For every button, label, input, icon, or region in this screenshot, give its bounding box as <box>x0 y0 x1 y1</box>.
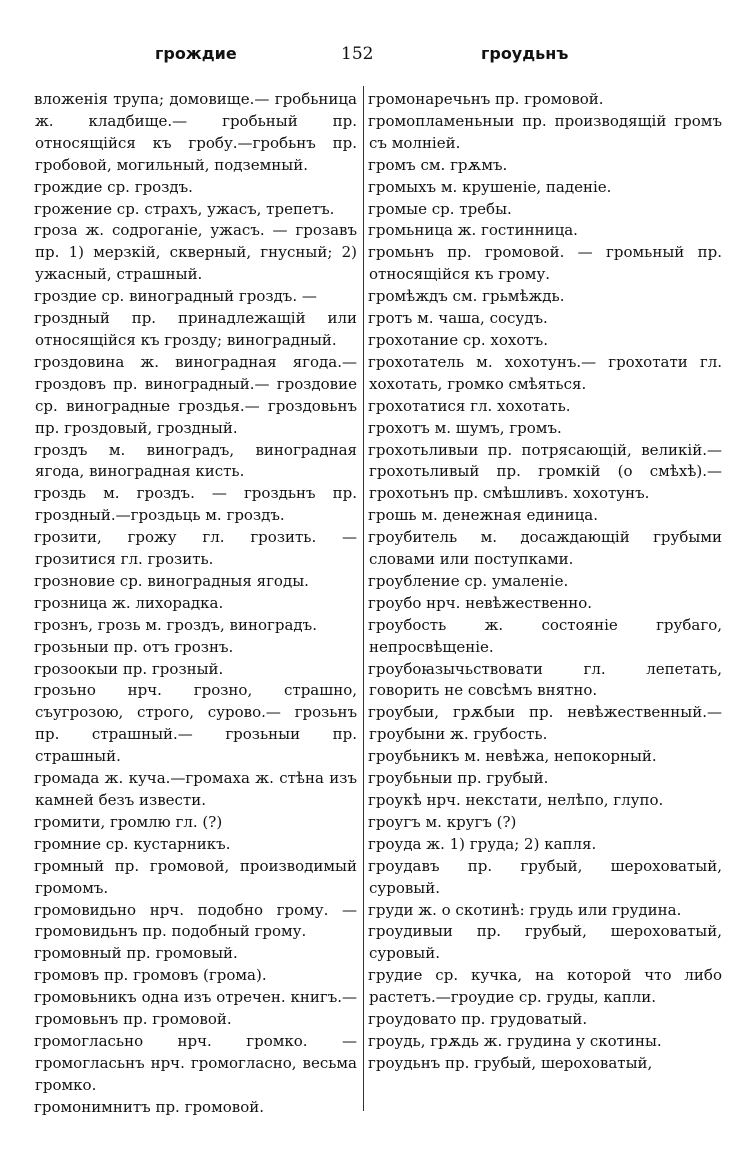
dictionary-entry: громовидьно нрч. подобно грому. — громовидьнъ пр. подобный грому. <box>34 900 357 941</box>
dictionary-entry: гроубитель м. досаждающій грубыми словами или поступками. <box>368 528 722 569</box>
right-column <box>369 89 722 1075</box>
dictionary-entry: гроудь, грѫдь ж. грудина у скотины. <box>368 1031 662 1050</box>
dictionary-entry: грохотание ср. хохотъ. <box>368 330 548 349</box>
dictionary-entry: грозьно нрч. грозно, страшно, съугрозою, строго, сурово.— грозьнъ пр. страшный.— грозьныи пр. страшный. <box>34 681 357 766</box>
dictionary-entry: громние ср. кустарникъ. <box>34 834 231 853</box>
dictionary-entry: грохотъ м. шумъ, громъ. <box>368 418 562 437</box>
dictionary-entry: грохотьливыи пр. потрясающій, великій.—грохотьливый пр. громкій (о смѣхѣ).—грохотьнъ пр. смѣшливъ. хохотунъ. <box>368 440 722 503</box>
right-running-headword: гроудьнъ <box>481 44 569 63</box>
dictionary-entry: громѣждъ см. грьмѣждь. <box>368 287 565 306</box>
dictionary-entry: грожение ср. страхъ, ужасъ, трепетъ. <box>34 199 335 218</box>
dictionary-entry: громонаречьнъ пр. громовой. <box>368 90 604 108</box>
dictionary-entry: гроза ж. содроганіе, ужасъ. — грозавъ пр. 1) мерзкій, скверный, гнусный; 2) ужасный, страшный. <box>34 221 357 284</box>
dictionary-entry: громогласьно нрч. громко. — громогласьнъ нрч. громогласно, весьма громко. <box>34 1031 357 1094</box>
dictionary-entry: громный пр. громовой, производимый громомъ. <box>34 856 357 897</box>
dictionary-entry: громыхъ м. крушеніе, паденіе. <box>368 177 612 196</box>
left-column <box>35 89 357 1119</box>
dictionary-entry: гроубьныи пр. грубый. <box>368 769 549 788</box>
dictionary-entry: гроздный пр. принадлежащій или относящійся къ грозду; виноградный. <box>34 309 357 349</box>
dictionary-entry: громьнъ пр. громовой. — громьный пр. относящійся къ грому. <box>368 243 722 284</box>
dictionary-entry: грождие ср. гроздъ. <box>34 177 193 196</box>
dictionary-entry: груди ж. о скотинѣ: грудь или грудина. <box>368 900 682 919</box>
dictionary-entry: грозити, грожу гл. грозить. — грозитися гл. грозить. <box>34 528 357 569</box>
dictionary-entry: грозновие ср. виноградныя ягоды. <box>34 571 309 590</box>
dictionary-entry: гроудавъ пр. грубый, шероховатый, суровый. <box>368 856 722 897</box>
dictionary-entry: громонимнитъ пр. громовой. <box>34 1097 265 1116</box>
left-running-headword: грождие <box>155 44 237 63</box>
dictionary-entry: грохотатися гл. хохотать. <box>368 396 571 415</box>
dictionary-entry: гроудовато пр. грудоватый. <box>368 1010 588 1029</box>
dictionary-entry: грошь м. денежная единица. <box>368 506 598 525</box>
dictionary-entry: гроздь м. гроздъ. — гроздьнъ пр. гроздный.—гроздьць м. гроздъ. <box>34 484 357 525</box>
column-divider <box>363 86 364 1111</box>
page-header <box>0 44 738 74</box>
dictionary-entry: гроубоꙗзычьствовати гл. лепетать, говорить не совсѣмъ внятно. <box>368 659 722 700</box>
dictionary-entry: гроубыи, грѫбыи пр. невѣжественный.—гроубыни ж. грубость. <box>368 703 722 744</box>
dictionary-entry: гроудивыи пр. грубый, шероховатый, суровый. <box>368 922 722 963</box>
dictionary-entry: грознъ, грозь м. гроздъ, виноградъ. <box>34 615 317 634</box>
dictionary-entry: громити, громлю гл. (?) <box>34 812 223 831</box>
dictionary-entry: громопламеньныи пр. производящій громъ съ молніей. <box>368 111 722 152</box>
dictionary-entry: грозница ж. лихорадка. <box>34 593 224 612</box>
dictionary-entry: гроздъ м. виноградъ, виноградная ягода, виноградная кисть. <box>34 440 357 481</box>
dictionary-entry: грохотатель м. хохотунъ.— грохотати гл. хохотать, громко смѣяться. <box>368 352 722 393</box>
dictionary-entry: гроубьникъ м. невѣжа, непокорный. <box>368 747 657 766</box>
dictionary-entry: гротъ м. чаша, сосудъ. <box>368 309 548 328</box>
dictionary-entry: грозоокыи пр. грозный. <box>34 659 224 678</box>
dictionary-entry: громада ж. куча.—громаха ж. стѣна изъ камней безъ извести. <box>34 769 357 809</box>
dictionary-entry: гроубость ж. состояніе грубаго, непросвѣщеніе. <box>368 615 722 656</box>
dictionary-entry: гроугъ м. кругъ (?) <box>368 812 517 831</box>
dictionary-entry: громъ см. грѫмъ. <box>368 155 508 174</box>
dictionary-entry: гроудьнъ пр. грубый, шероховатый, <box>368 1053 653 1072</box>
dictionary-entry: гроздие ср. виноградный гроздъ. — <box>34 287 317 306</box>
dictionary-entry: вложенія трупа; домовище.— гробьница ж. кладбище.— гробьный пр. относящійся къ гробу.—гробьнъ пр. гробовой, могильный, подземный. <box>34 90 357 174</box>
dictionary-entry: громьница ж. гостинница. <box>368 221 578 240</box>
dictionary-entry: гроздовина ж. виноградная ягода.— гроздовъ пр. виноградный.— гроздовие ср. виноградные гроздья.— гроздовьнъ пр. гроздовый, гроздный. <box>34 352 357 437</box>
dictionary-entry: грудие ср. кучка, на которой что либо растетъ.—гроудие ср. груды, капли. <box>368 966 722 1007</box>
dictionary-entry: гроубо нрч. невѣжественно. <box>368 593 593 612</box>
dictionary-entry: гроукѣ нрч. некстати, нелѣпо, глупо. <box>368 791 664 809</box>
dictionary-entry: грозьныи пр. отъ грознъ. <box>34 637 234 656</box>
dictionary-entry: громые ср. требы. <box>368 199 512 218</box>
dictionary-entry: громовьникъ одна изъ отречен. книгъ.—громовьнъ пр. громовой. <box>34 988 357 1029</box>
dictionary-entry: громовный пр. громовый. <box>34 944 238 963</box>
dictionary-entry: громовъ пр. громовъ (грома). <box>34 966 267 985</box>
page-number: 152 <box>341 44 374 64</box>
dictionary-entry: гроубление ср. умаленіе. <box>368 571 569 590</box>
dictionary-entry: гроуда ж. 1) груда; 2) капля. <box>368 834 597 853</box>
